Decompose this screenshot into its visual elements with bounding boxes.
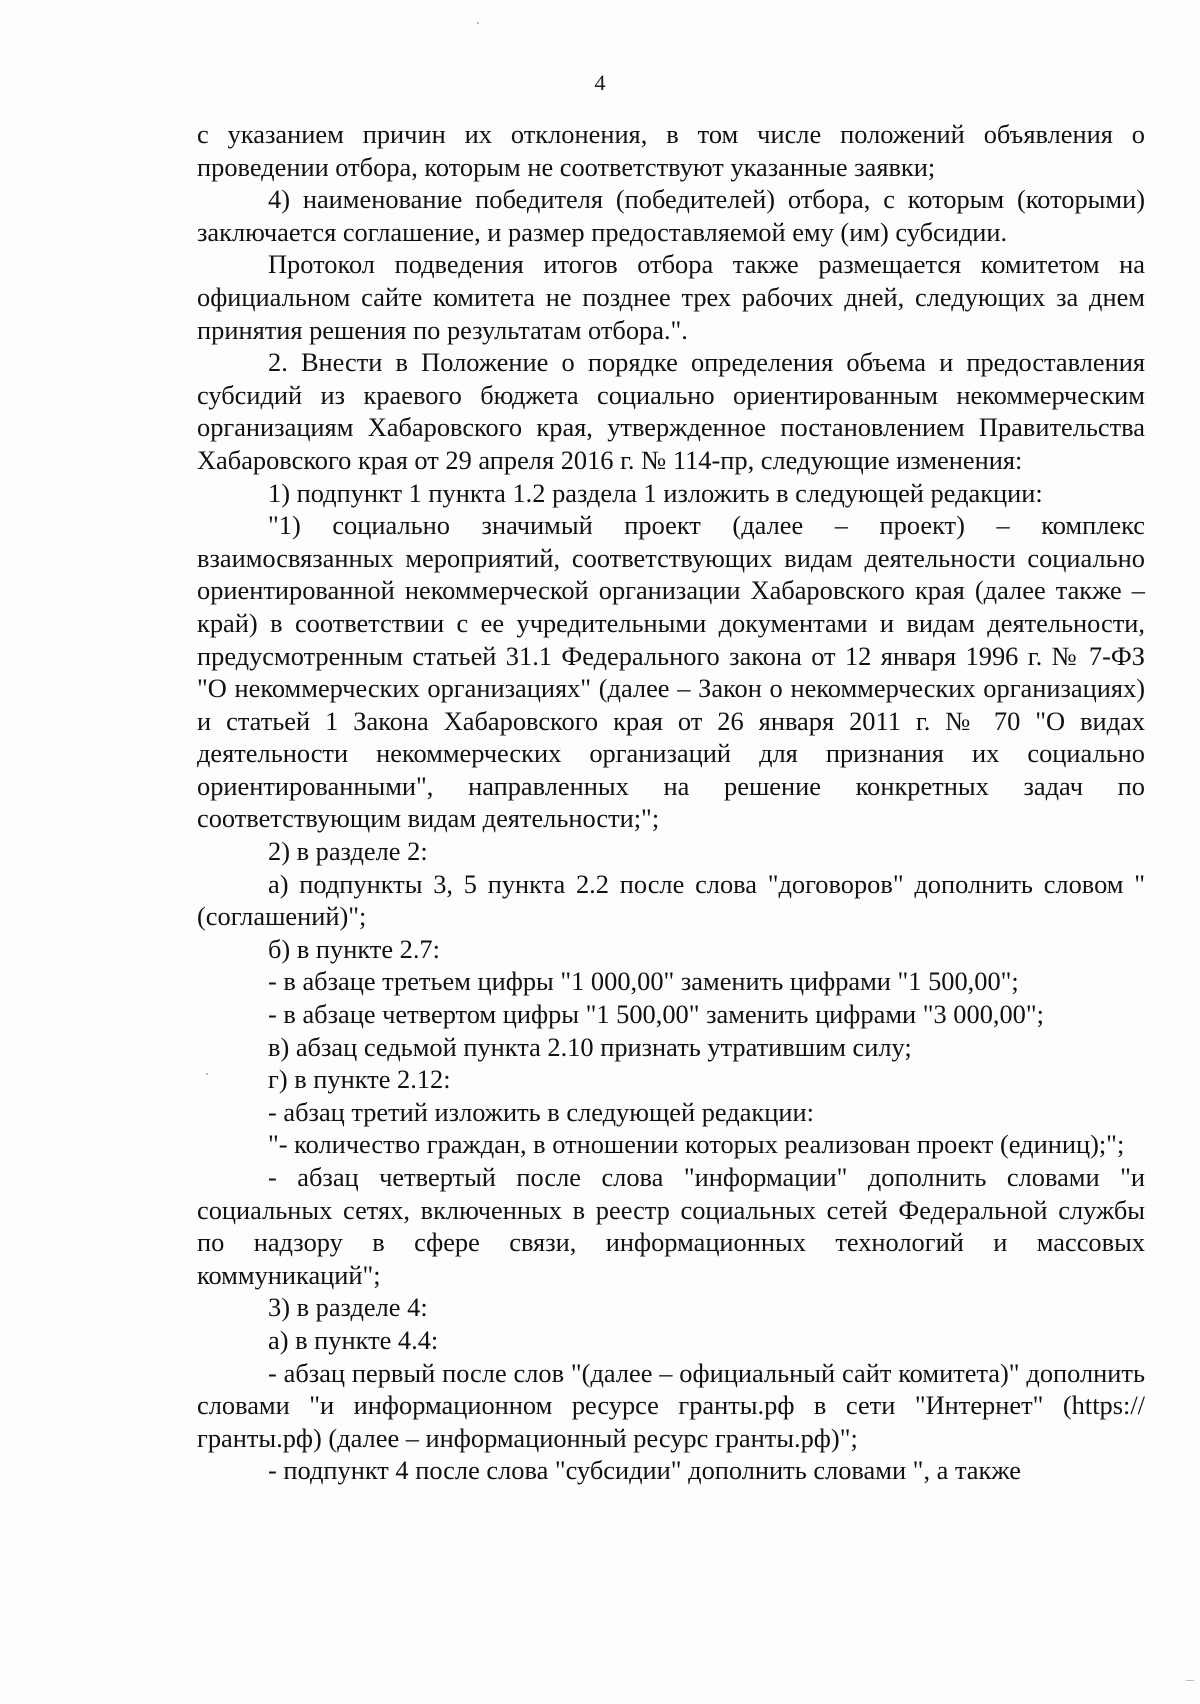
paragraph: - абзац первый после слов "(далее – официальный сайт комитета)" дополнить словами "и информационном ресурсе гранты.рф в сети "Интернет" (https://гранты.рф) (далее – информационный ресурс гранты.рф)"; bbox=[197, 1357, 1145, 1453]
scan-dot bbox=[1186, 1680, 1194, 1681]
paragraph: а) в пункте 4.4: bbox=[268, 1324, 439, 1355]
paragraph: Протокол подведения итогов отбора также размещается комитетом на официальном сайте комитета не позднее трех рабочих дней, следующих за днем принятия решения по результатам отбора.". bbox=[197, 249, 1145, 345]
scan-dot bbox=[477, 22, 479, 24]
paragraph: а) подпункты 3, 5 пункта 2.2 после слова "договоров" дополнить словом "(соглашений)"; bbox=[197, 868, 1145, 932]
paragraph: "1) социально значимый проект (далее – проект) – комплекс взаимосвязанных мероприятий, соответствующих видам деятельности социально ориентированной некоммерческой организации Хабаровского края (далее также – край) в соответствии с ее учредительными документами и видам деятельности, предусмотренным статьей 31.1 Федерального закона от 12 января 1996 г. № 7-ФЗ "О некоммерческих организациях" (далее – Закон о некоммерческих организациях) и статьей 1 Закона Хабаровского края от 26 января 2011 г. № 70 "О видах деятельности некоммерческих организаций для признания их социально ориентированными", направленных на решение конкретных задач по соответствующим видам деятельности;"; bbox=[197, 510, 1145, 834]
paragraph: с указанием причин их отклонения, в том числе положений объявления о проведении отбора, которым не соответствуют указанные заявки; bbox=[197, 119, 1145, 182]
paragraph: 2. Внести в Положение о порядке определения объема и предоставления субсидий из краевого бюджета социально ориентированным некоммерческим организациям Хабаровского края, утвержденное постановлением Правительства Хабаровского края от 29 апреля 2016 г. № 114-пр, следующие изменения: bbox=[197, 347, 1145, 475]
paragraph: б) в пункте 2.7: bbox=[268, 933, 440, 964]
paragraph: - абзац третий изложить в следующей редакции: bbox=[268, 1096, 814, 1127]
paragraph: 2) в разделе 2: bbox=[268, 836, 428, 867]
paragraph: г) в пункте 2.12: bbox=[268, 1064, 451, 1095]
document-body bbox=[197, 118, 1145, 1487]
paragraph: - подпункт 4 после слова "субсидии" дополнить словами ", а также bbox=[268, 1455, 1021, 1486]
paragraph: 1) подпункт 1 пункта 1.2 раздела 1 изложить в следующей редакции: bbox=[268, 477, 1043, 508]
paragraph: - в абзаце третьем цифры "1 000,00" заменить цифрами "1 500,00"; bbox=[268, 966, 1019, 997]
paragraph: "- количество граждан, в отношении которых реализован проект (единиц);"; bbox=[268, 1129, 1125, 1160]
page-number: 4 bbox=[594, 70, 606, 95]
paragraph: 3) в разделе 4: bbox=[268, 1292, 428, 1323]
paragraph: - в абзаце четвертом цифры "1 500,00" заменить цифрами "3 000,00"; bbox=[268, 999, 1044, 1030]
paragraph: в) абзац седьмой пункта 2.10 признать утратившим силу; bbox=[268, 1031, 912, 1062]
paragraph: 4) наименование победителя (победителей) отбора, с которым (которыми) заключается соглашение, и размер предоставляемой ему (им) субсидии. bbox=[197, 184, 1145, 247]
paragraph: - абзац четвертый после слова "информации" дополнить словами "и социальных сетях, включенных в реестр социальных сетей Федеральной службы по надзору в сфере связи, информационных технологий и массовых коммуникаций"; bbox=[197, 1162, 1145, 1290]
